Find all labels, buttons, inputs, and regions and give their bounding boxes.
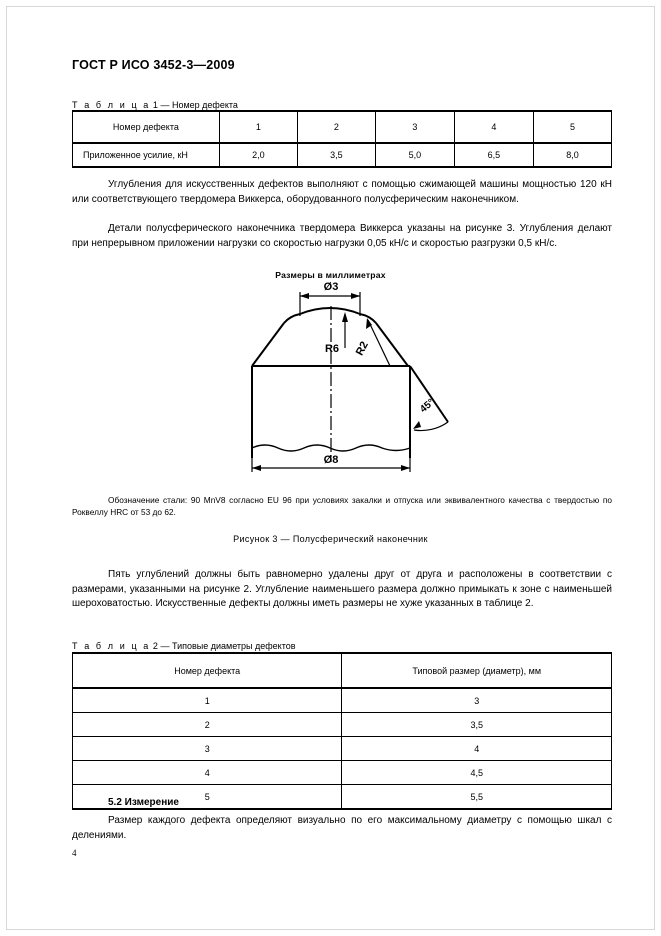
table2-r2-c0: 3 [73,737,342,761]
table1-caption [72,100,238,110]
table1-defect-0: 1 [219,111,297,143]
chamfer-line-45 [410,366,448,422]
figure-steel-note: Обозначение стали: 90 MnV8 согласно EU 96 при условиях закалки и отпуска или эквивалентного качества с твердостью по Роквеллу HRC от 53 до 62. [72,495,612,518]
table1-force-0: 2,0 [219,143,297,167]
table-row [73,713,612,737]
table1-defect-3: 4 [454,111,533,143]
table2-header-0: Номер дефекта [73,653,342,688]
table1-caption-dash: — [160,100,170,110]
document-standard-header: ГОСТ Р ИСО 3452-3—2009 [72,58,235,72]
dim-label-angle: 45° [418,397,437,416]
table2-r1-c1: 3,5 [342,713,612,737]
figure-caption: Рисунок 3 — Полусферический наконечник [233,534,428,544]
table1-row-label-0: Номер дефекта [73,111,220,143]
table2-r0-c1: 3 [342,688,612,713]
dim-label-radius-major: R6 [324,343,340,355]
figure-units-caption: Размеры в миллиметрах [275,270,386,280]
dim-label-body-diameter: Ø8 [323,454,339,466]
table1-caption-title: Номер дефекта [171,100,238,110]
paragraph-vickers-details: Детали полусферического наконечника твердомера Виккерса указаны на рисунке 3. Углубления делают при непрерывном приложении нагрузки со скоростью нагрузки 0,05 кН/с и скоростью разгрузки 0,5 кН/с. [72,223,612,249]
table-row [73,688,612,713]
dim-arrow-left-top [300,293,309,299]
table-row [73,653,612,688]
table2-r0-c0: 1 [73,688,342,713]
figure-hemispherical-indenter [180,272,480,492]
table-row [73,737,612,761]
paragraph-indentation-placement: Пять углублений должны быть равномерно удалены друг от друга и расположены в соответствии с размерами, указанными на рисунке 2. Углубление наименьшего размера должно примыкать к зоне с наименьшей шероховатостью. Искусственные дефекты должны иметь размеры не хуже указанных в таблице 2. [72,569,612,610]
table2-caption [72,641,296,651]
table2-header-1: Типовой размер (диаметр), мм [342,653,612,688]
table2-r4-c1: 5,5 [342,785,612,810]
table2-caption-dash: — [160,641,170,651]
table2-caption-title: Типовые диаметры дефектов [171,641,296,651]
table-row [73,111,612,143]
paragraph-indentation-method: Углубления для искусственных дефектов выполняют с помощью сжимающей машины мощностью 120 кН или соответствующего твердомера Виккерса, оборудованного полусферическим наконечником. [72,179,612,205]
left-fillet-arc [284,314,300,323]
table1-force-1: 3,5 [297,143,375,167]
dim-arrow-right-top [351,293,360,299]
table1-row-label-1: Приложенное усилие, кН [73,143,220,167]
table-typical-defect-diameters [72,652,612,810]
table1-force-4: 8,0 [533,143,611,167]
table2-caption-prefix: Т а б л и ц а [72,641,151,651]
section-heading-5-2: 5.2 Измерение [108,797,179,808]
table2-r1-c0: 2 [73,713,342,737]
dome-crown-arc [300,308,360,314]
paragraph-measurement: Размер каждого дефекта определяют визуально по его максимальному диаметру с помощью шкал с делениями. [72,815,612,841]
table1-force-3: 6,5 [454,143,533,167]
angle-arc-arrow [413,421,421,429]
table2-r4-c0: 5 [73,785,342,810]
table-row [73,143,612,167]
left-conical-flank [252,323,284,366]
right-conical-flank [376,323,408,366]
dim-arrow-right-bottom [401,465,410,471]
table1-defect-4: 5 [533,111,611,143]
table1-defect-2: 3 [375,111,454,143]
dim-label-radius-minor: R2 [353,339,371,358]
table2-caption-number: 2 [152,641,158,651]
table1-force-2: 5,0 [375,143,454,167]
table1-defect-1: 2 [297,111,375,143]
table1-caption-prefix: Т а б л и ц а [72,100,151,110]
dim-label-top-diameter: Ø3 [323,281,339,293]
r6-leader-arrow [342,312,348,322]
table2-r2-c1: 4 [342,737,612,761]
indenter-drawing-svg [180,272,480,487]
dim-arrow-left-bottom [252,465,261,471]
table-defect-number [72,110,612,168]
table-row [73,761,612,785]
page-number: 4 [72,848,77,858]
table2-r3-c1: 4,5 [342,761,612,785]
table1-caption-number: 1 [152,100,158,110]
table2-r3-c0: 4 [73,761,342,785]
